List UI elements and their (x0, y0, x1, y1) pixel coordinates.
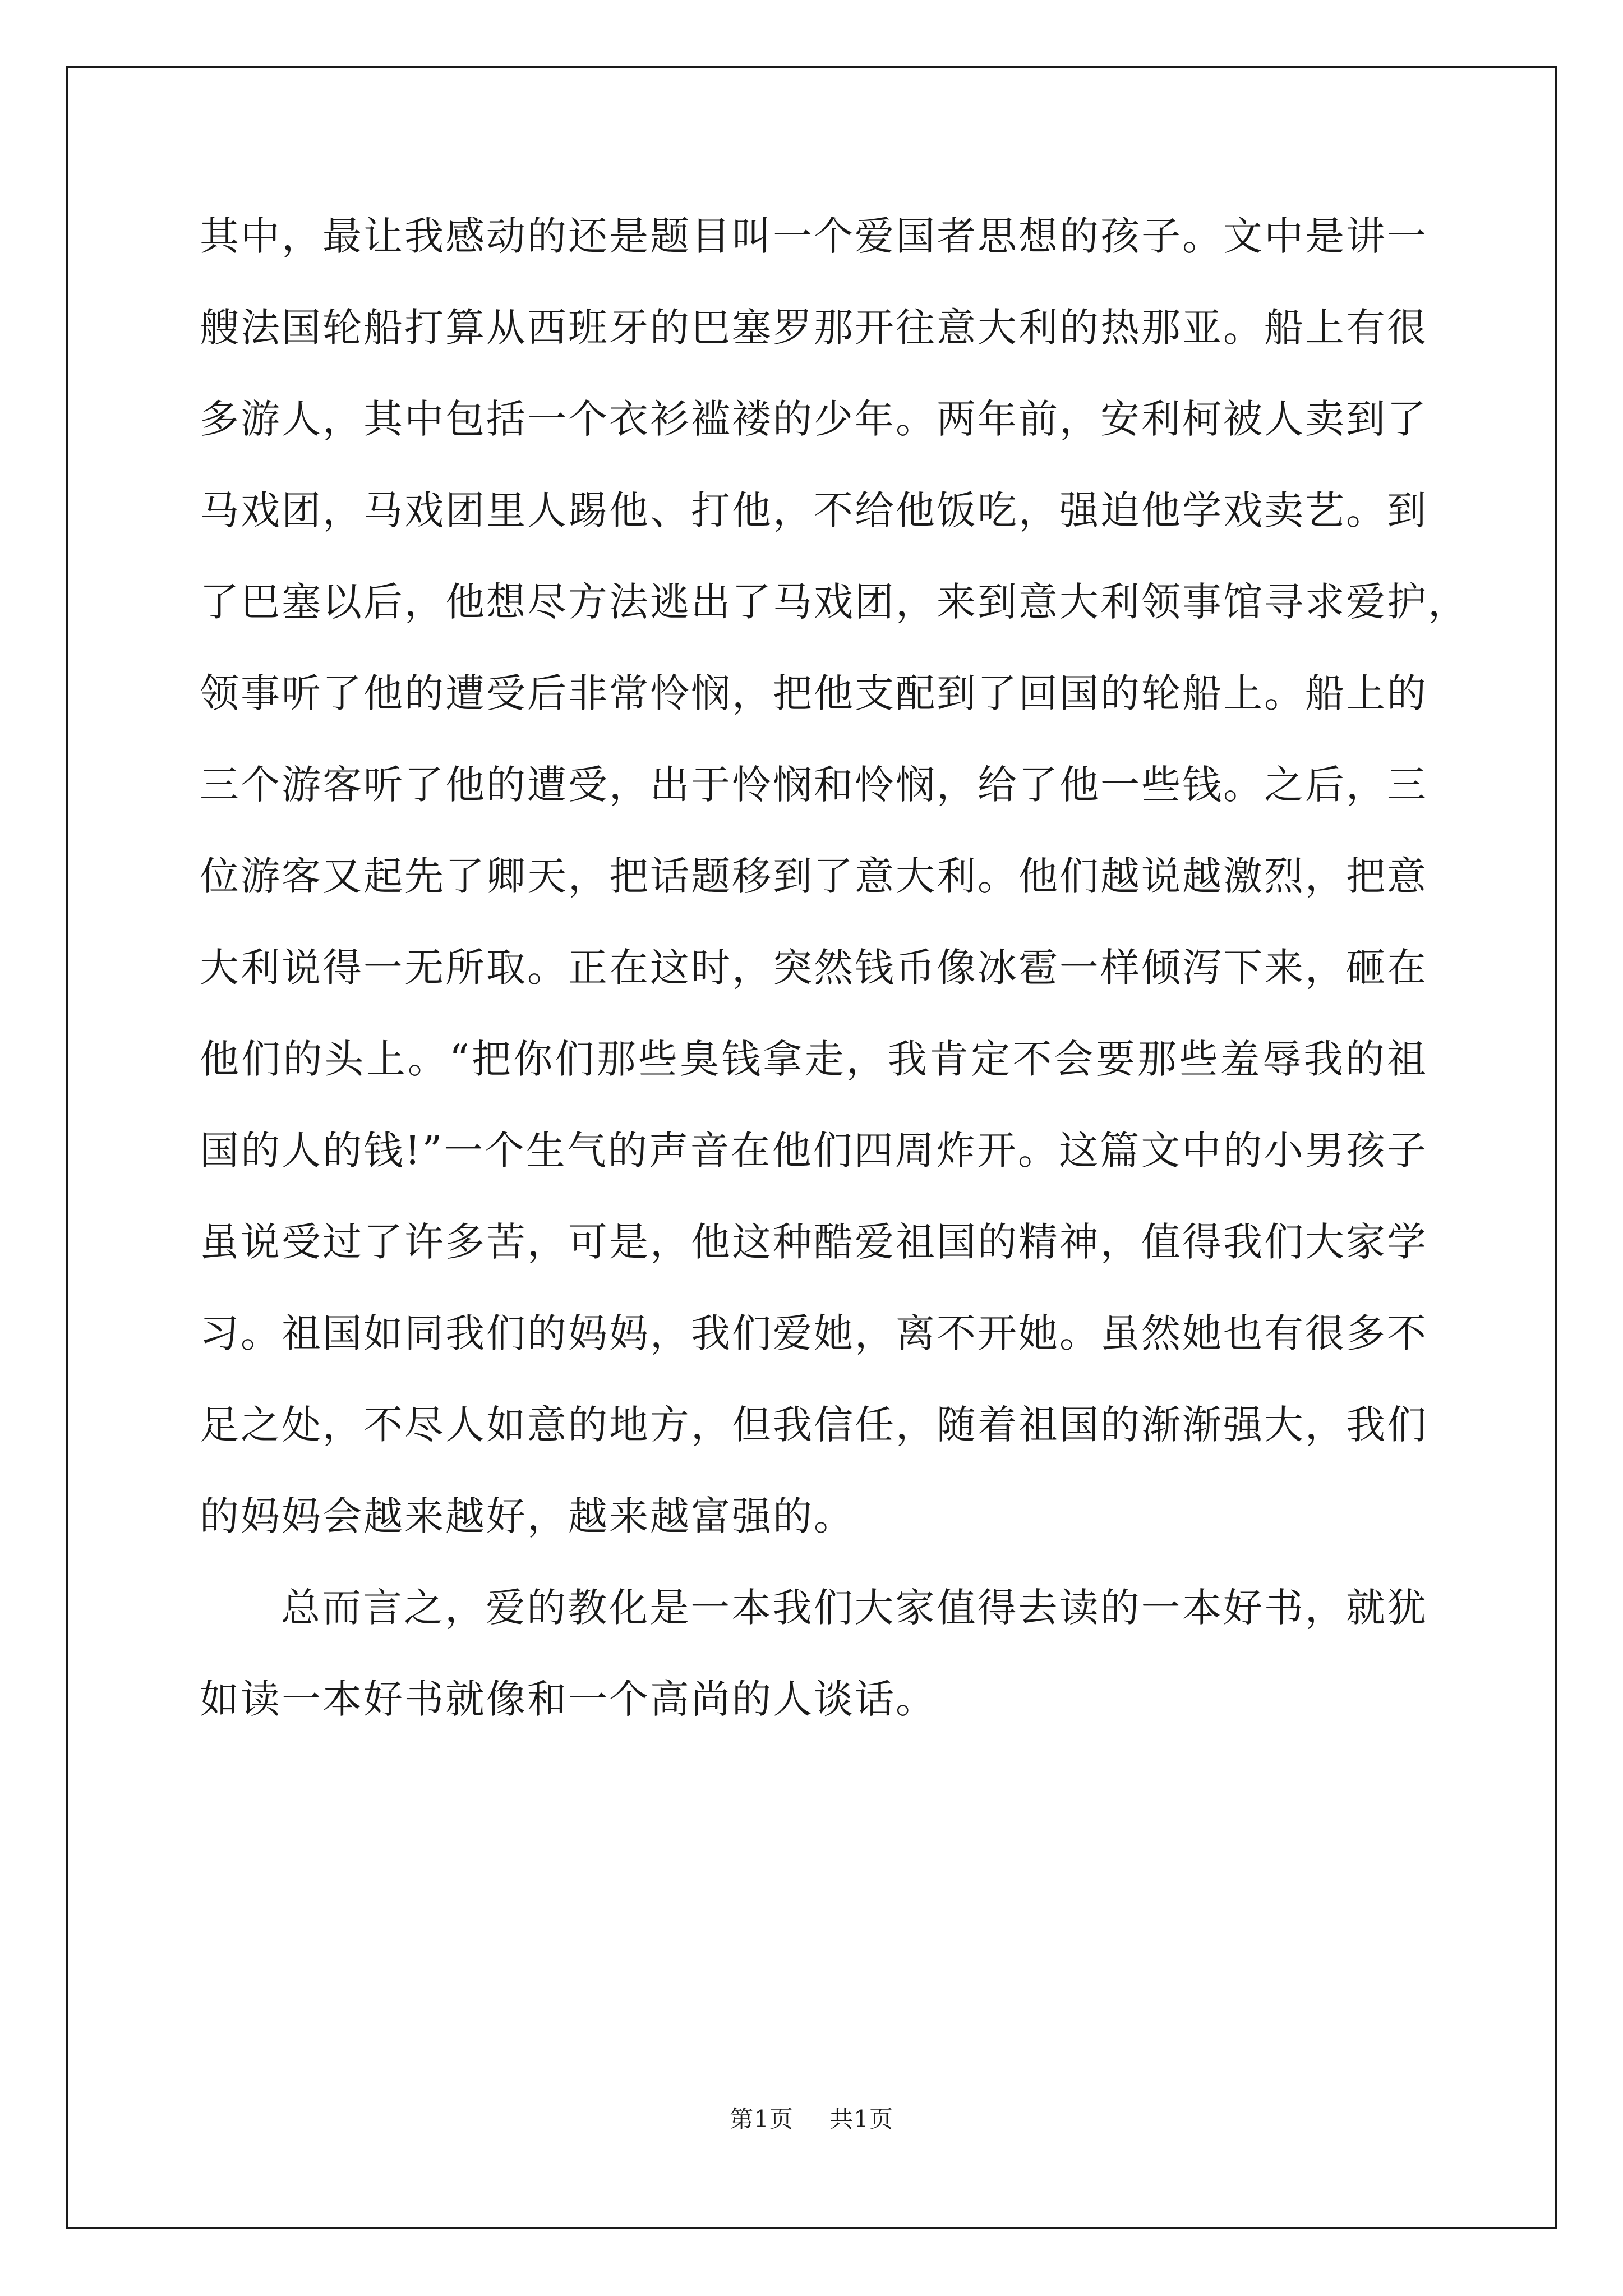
document-body (200, 191, 1469, 1745)
paragraph-1-line-5: 了巴塞以后，他想尽方法逃出了马戏团，来到意大利领事馆寻求爱护， (200, 579, 1469, 625)
page-footer (0, 2101, 1623, 2134)
paragraph-1-line-14: 足之处，不尽人如意的地方，但我信任，随着祖国的渐渐强大，我们 (200, 1402, 1428, 1448)
paragraph-1-line-15: 的妈妈会越来越好，越来越富强的。 (200, 1493, 855, 1539)
paragraph-1-line-10: 他们的头上。“把你们那些臭钱拿走，我肯定不会要那些羞辱我的祖 (200, 1036, 1428, 1082)
paragraph-1-line-12: 虽说受过了许多苦，可是，他这种酷爱祖国的精神，值得我们大家学 (200, 1219, 1428, 1265)
paragraph-1-line-13: 习。祖国如同我们的妈妈，我们爱她，离不开她。虽然她也有很多不 (200, 1310, 1428, 1356)
paragraph-1-line-2: 艘法国轮船打算从西班牙的巴塞罗那开往意大利的热那亚。船上有很 (200, 305, 1428, 351)
paragraph-1-line-8: 位游客又起先了卿天，把话题移到了意大利。他们越说越激烈，把意 (200, 853, 1428, 899)
page-total: 共1页 (829, 2105, 893, 2133)
paragraph-2-line-2: 如读一本好书就像和一个高尚的人谈话。 (200, 1676, 937, 1722)
paragraph-2-line-1: 总而言之，爱的教化是一本我们大家值得去读的一本好书，就犹 (281, 1585, 1428, 1631)
paragraph-1-line-3: 多游人，其中包括一个衣衫褴褛的少年。两年前，安利柯被人卖到了 (200, 396, 1428, 442)
paragraph-1-line-11: 国的人的钱!”一个生气的声音在他们四周炸开。这篇文中的小男孩子 (200, 1128, 1428, 1174)
paragraph-1-line-9: 大利说得一无所取。正在这时，突然钱币像冰雹一样倾泻下来，砸在 (200, 945, 1428, 991)
page-number: 第1页 (730, 2105, 794, 2133)
paragraph-1-line-7: 三个游客听了他的遭受，出于怜悯和怜悯，给了他一些钱。之后，三 (200, 762, 1428, 808)
paragraph-1-line-4: 马戏团，马戏团里人踢他、打他，不给他饭吃，强迫他学戏卖艺。到 (200, 487, 1428, 533)
paragraph-1-line-1: 其中，最让我感动的还是题目叫一个爱国者思想的孩子。文中是讲一 (200, 213, 1428, 259)
paragraph-1-line-6: 领事听了他的遭受后非常怜悯，把他支配到了回国的轮船上。船上的 (200, 670, 1428, 716)
